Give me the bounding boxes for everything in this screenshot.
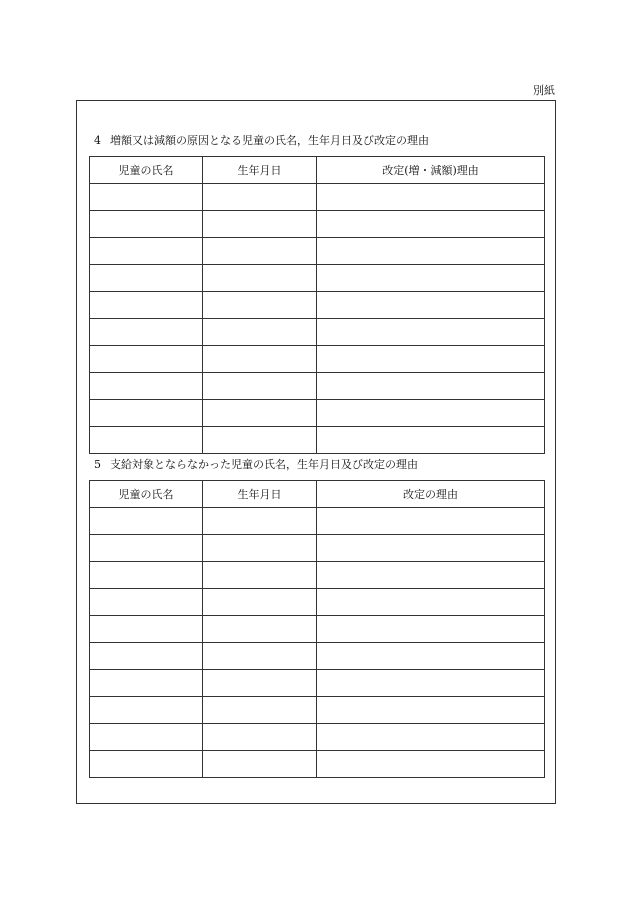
table-row xyxy=(90,373,545,400)
child-name-cell[interactable] xyxy=(90,535,203,562)
table-row xyxy=(90,616,545,643)
column-header-revision-reason: 改定の理由 xyxy=(317,481,545,508)
child-name-cell[interactable] xyxy=(90,346,203,373)
section-4-number: 4 xyxy=(94,134,101,147)
revision-reason-cell[interactable] xyxy=(317,562,545,589)
section-4-title: 増額又は減額の原因となる児童の氏名，生年月日及び改定の理由 xyxy=(110,134,429,147)
child-name-cell[interactable] xyxy=(90,670,203,697)
revision-reason-cell[interactable] xyxy=(317,751,545,778)
birth-date-cell[interactable] xyxy=(203,589,317,616)
child-name-cell[interactable] xyxy=(90,724,203,751)
revision-reason-cell[interactable] xyxy=(317,211,545,238)
column-header-birth-date: 生年月日 xyxy=(203,157,317,184)
birth-date-cell[interactable] xyxy=(203,319,317,346)
child-name-cell[interactable] xyxy=(90,265,203,292)
section-5-heading xyxy=(94,458,534,472)
section-5-title: 支給対象とならなかった児童の氏名，生年月日及び改定の理由 xyxy=(110,458,418,471)
column-header-birth-date: 生年月日 xyxy=(203,481,317,508)
revision-reason-cell[interactable] xyxy=(317,373,545,400)
birth-date-cell[interactable] xyxy=(203,508,317,535)
table-row xyxy=(90,427,545,454)
child-name-cell[interactable] xyxy=(90,589,203,616)
child-name-cell[interactable] xyxy=(90,238,203,265)
revision-reason-cell[interactable] xyxy=(317,697,545,724)
birth-date-cell[interactable] xyxy=(203,265,317,292)
birth-date-cell[interactable] xyxy=(203,238,317,265)
revision-reason-cell[interactable] xyxy=(317,508,545,535)
birth-date-cell[interactable] xyxy=(203,535,317,562)
table-row xyxy=(90,697,545,724)
revision-reason-cell[interactable] xyxy=(317,724,545,751)
table-row xyxy=(90,643,545,670)
table-row xyxy=(90,346,545,373)
column-header-child-name: 児童の氏名 xyxy=(90,481,203,508)
revision-reason-cell[interactable] xyxy=(317,670,545,697)
child-name-cell[interactable] xyxy=(90,292,203,319)
birth-date-cell[interactable] xyxy=(203,697,317,724)
birth-date-cell[interactable] xyxy=(203,211,317,238)
section-4-table xyxy=(89,156,545,454)
revision-reason-cell[interactable] xyxy=(317,427,545,454)
table-row xyxy=(90,184,545,211)
birth-date-cell[interactable] xyxy=(203,643,317,670)
section-5-table xyxy=(89,480,545,778)
table-row xyxy=(90,292,545,319)
table-row xyxy=(90,211,545,238)
table-row xyxy=(90,238,545,265)
table-row xyxy=(90,589,545,616)
birth-date-cell[interactable] xyxy=(203,292,317,319)
revision-reason-cell[interactable] xyxy=(317,616,545,643)
revision-reason-cell[interactable] xyxy=(317,346,545,373)
birth-date-cell[interactable] xyxy=(203,562,317,589)
table-header-row xyxy=(90,481,545,508)
revision-reason-cell[interactable] xyxy=(317,643,545,670)
birth-date-cell[interactable] xyxy=(203,616,317,643)
table-row xyxy=(90,265,545,292)
birth-date-cell[interactable] xyxy=(203,670,317,697)
birth-date-cell[interactable] xyxy=(203,400,317,427)
child-name-cell[interactable] xyxy=(90,400,203,427)
revision-reason-cell[interactable] xyxy=(317,184,545,211)
revision-reason-cell[interactable] xyxy=(317,292,545,319)
table-row xyxy=(90,724,545,751)
table-row xyxy=(90,508,545,535)
birth-date-cell[interactable] xyxy=(203,346,317,373)
revision-reason-cell[interactable] xyxy=(317,400,545,427)
child-name-cell[interactable] xyxy=(90,697,203,724)
child-name-cell[interactable] xyxy=(90,751,203,778)
revision-reason-cell[interactable] xyxy=(317,265,545,292)
child-name-cell[interactable] xyxy=(90,427,203,454)
annex-label: 別紙 xyxy=(533,84,555,97)
revision-reason-cell[interactable] xyxy=(317,319,545,346)
column-header-child-name: 児童の氏名 xyxy=(90,157,203,184)
revision-reason-cell[interactable] xyxy=(317,589,545,616)
birth-date-cell[interactable] xyxy=(203,427,317,454)
table-row xyxy=(90,670,545,697)
revision-reason-cell[interactable] xyxy=(317,535,545,562)
birth-date-cell[interactable] xyxy=(203,724,317,751)
child-name-cell[interactable] xyxy=(90,508,203,535)
table-row xyxy=(90,535,545,562)
child-name-cell[interactable] xyxy=(90,319,203,346)
child-name-cell[interactable] xyxy=(90,184,203,211)
table-row xyxy=(90,751,545,778)
table-row xyxy=(90,319,545,346)
child-name-cell[interactable] xyxy=(90,643,203,670)
birth-date-cell[interactable] xyxy=(203,184,317,211)
child-name-cell[interactable] xyxy=(90,373,203,400)
revision-reason-cell[interactable] xyxy=(317,238,545,265)
column-header-revision-reason: 改定(増・減額)理由 xyxy=(317,157,545,184)
table-row xyxy=(90,562,545,589)
child-name-cell[interactable] xyxy=(90,562,203,589)
section-4-heading xyxy=(94,134,534,148)
child-name-cell[interactable] xyxy=(90,211,203,238)
birth-date-cell[interactable] xyxy=(203,751,317,778)
birth-date-cell[interactable] xyxy=(203,373,317,400)
child-name-cell[interactable] xyxy=(90,616,203,643)
table-header-row xyxy=(90,157,545,184)
section-5-number: 5 xyxy=(94,458,101,471)
table-row xyxy=(90,400,545,427)
